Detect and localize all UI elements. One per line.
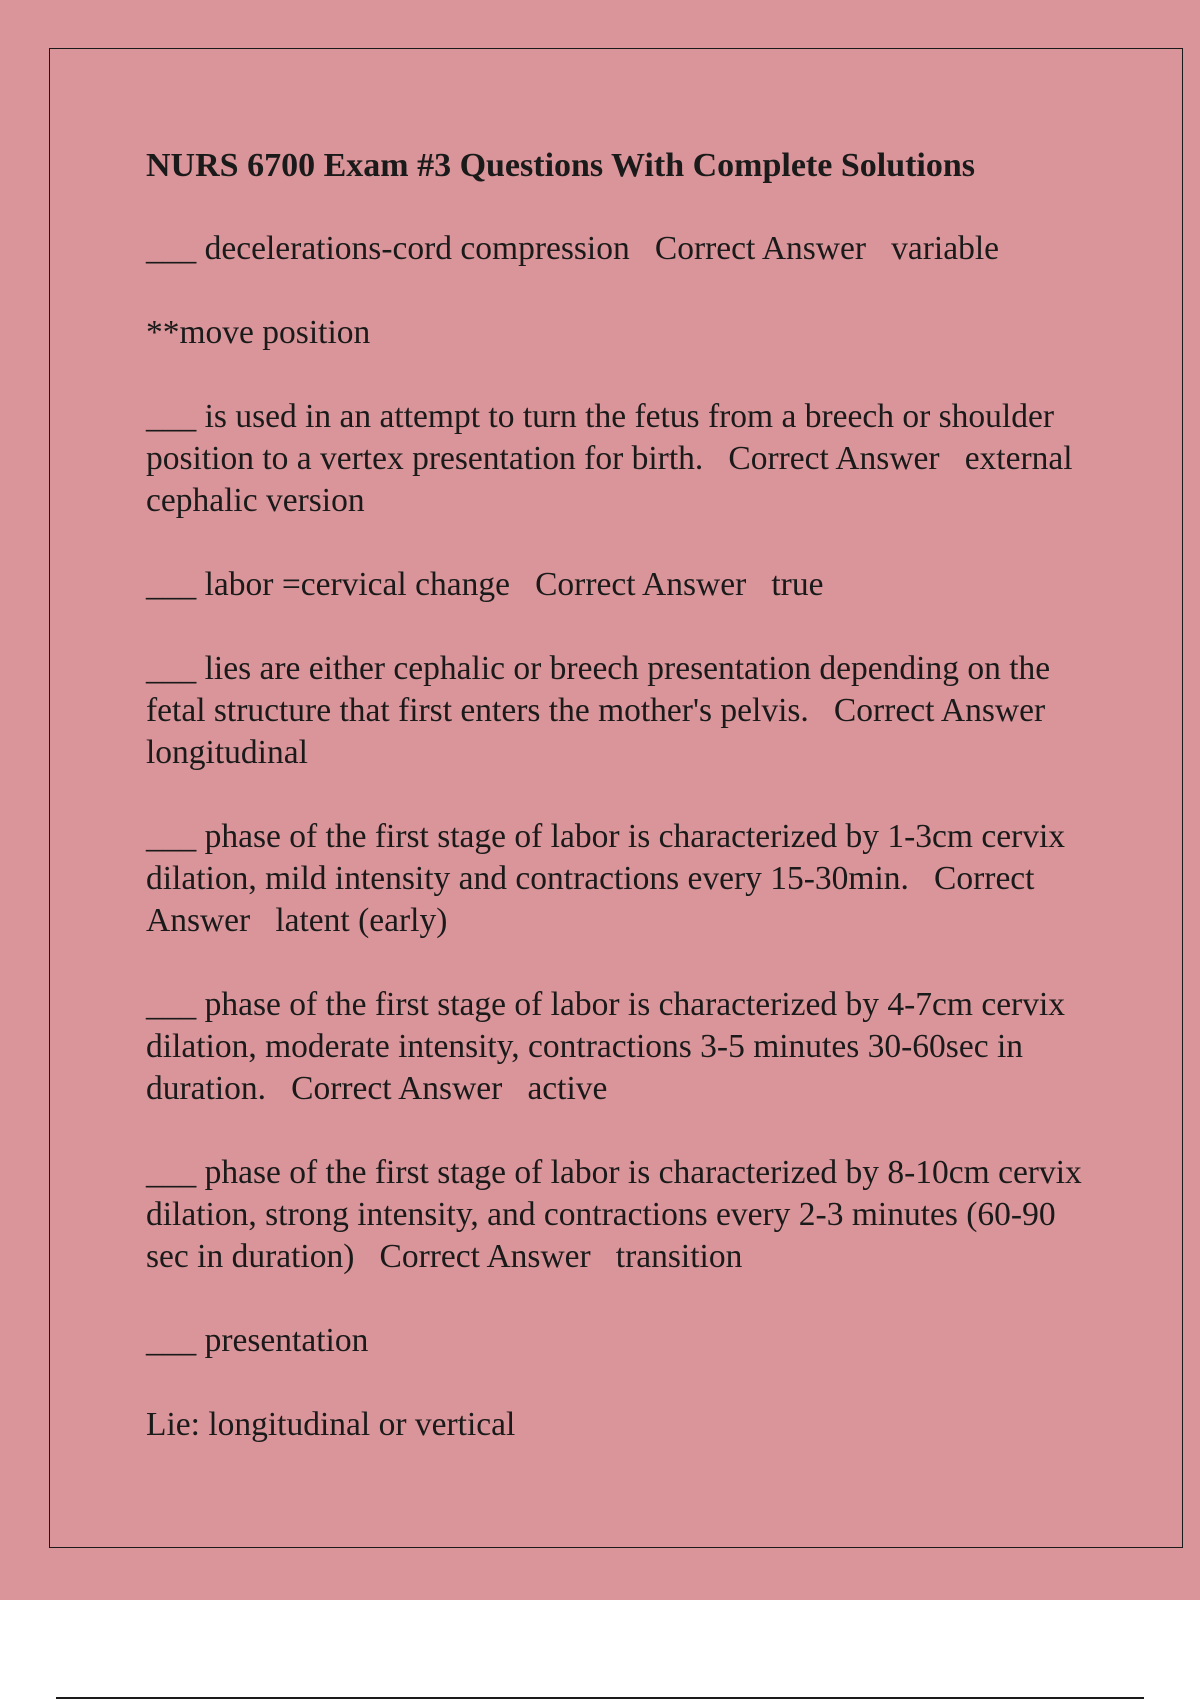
note-paragraph: Lie: longitudinal or vertical bbox=[146, 1406, 516, 1443]
document-body bbox=[146, 144, 1096, 1488]
footer-divider bbox=[56, 1697, 1144, 1699]
note-paragraph: **move position bbox=[146, 314, 371, 351]
question-paragraph: ___ phase of the first stage of labor is characterized by 4-7cm cervix dilation, moderate intensity, contractions 3-5 minutes 30-60sec in duration. Correct Answer active bbox=[146, 986, 1074, 1107]
question-paragraph: ___ is used in an attempt to turn the fetus from a breech or shoulder position to a vertex presentation for birth. Correct Answer external cephalic version bbox=[146, 398, 1081, 519]
question-paragraph: ___ lies are either cephalic or breech presentation depending on the fetal structure that first enters the mother's pelvis. Correct Answer longitudinal bbox=[146, 650, 1071, 771]
question-paragraph: ___ phase of the first stage of labor is characterized by 8-10cm cervix dilation, strong intensity, and contractions every 2-3 minutes (60-90 sec in duration) Correct Answer transition bbox=[146, 1154, 1091, 1275]
question-paragraph: ___ labor =cervical change Correct Answer true bbox=[146, 566, 824, 603]
question-paragraph: ___ decelerations-cord compression Correct Answer variable bbox=[146, 230, 1000, 267]
question-paragraph: ___ phase of the first stage of labor is characterized by 1-3cm cervix dilation, mild intensity and contractions every 15-30min. Correct Answer latent (early) bbox=[146, 818, 1074, 939]
question-paragraph: ___ presentation bbox=[146, 1322, 369, 1359]
document-title: NURS 6700 Exam #3 Questions With Complete Solutions bbox=[146, 147, 976, 184]
